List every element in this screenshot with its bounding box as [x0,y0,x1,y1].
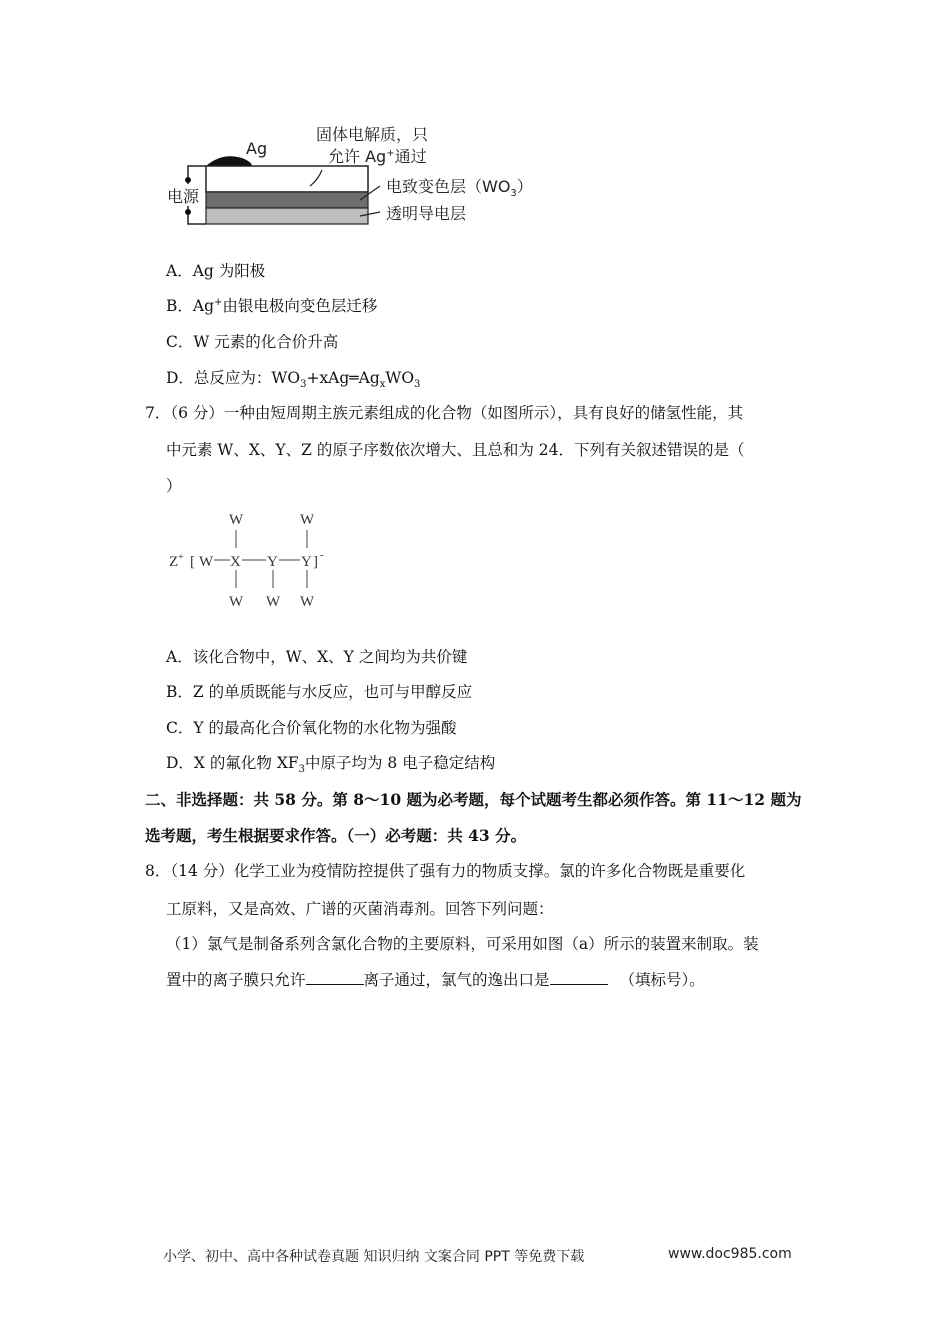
footer-promo-text: 小学、初中、高中各种试卷真题 知识归纳 文案合同 PPT 等免费下载 [163,1249,585,1265]
w-bottom-2: W [266,594,281,610]
q8-sub1-line2: 置中的离子膜只允许 离子通过，氯气的逸出口是 （填标号）。 [166,971,705,989]
terminal-top-dot [185,177,191,183]
q7-stem-line2: 中元素 W、X、Y、Z 的原子序数依次增大、且总和为 24．下列有关叙述错误的是（ [166,441,745,459]
answer-blank-1[interactable] [306,970,364,985]
q7-option-b: B．Z 的单质既能与水反应，也可与甲醇反应 [166,683,473,701]
atom-y2: Y [301,554,312,570]
q6-option-c: C．W 元素的化合价升高 [166,333,339,351]
conductive-layer [206,208,368,224]
right-bracket: ] [313,554,318,570]
electrochromic-cell-diagram [160,120,560,235]
q8-stem-line1: 8．（14 分）化学工业为疫情防控提供了强有力的物质支撑。氯的许多化合物既是重要化 [145,862,746,880]
power-source-label: 电源 [167,187,200,206]
atom-y1: Y [267,554,278,570]
q7-stem-line3: ） [166,477,182,495]
q6-option-b: B．Ag+由银电极向变色层迁移 [166,296,378,315]
answer-blank-2[interactable] [550,970,608,985]
section2-heading-line1: 二、非选择题：共 58 分。第 8～10 题为必考题，每个试题考生都必须作答。第 11～12 题为 [145,790,802,809]
q6-option-d: D．总反应为：$WO_3+xAg═Ag_xWO_3$ [166,369,421,391]
conductive-layer-label: 透明导电层 [386,204,467,223]
footer-website-link[interactable]: www.doc985.com [668,1246,792,1262]
q7-option-a: A．该化合物中，W、X、Y 之间均为共价键 [166,648,468,666]
anion-charge: - [320,549,324,561]
q6-option-a: A．Ag 为阳极 [166,262,266,280]
q8-sub1-line1: （1）氯气是制备系列含氯化合物的主要原料，可采用如图（a）所示的装置来制取。装 [166,935,759,953]
z-cation: Z+ [169,552,184,570]
wo3-layer-label: 电致变色层$(WO_3)$ [386,177,533,199]
w-left: W [199,554,214,570]
w-top-2: W [300,512,315,528]
q7-option-d: D．X 的氟化物 $XF_3$中原子均为 8 电子稳定结构 [166,754,496,776]
section2-heading-line2: 选考题，考生根据要求作答。（一）必考题：共 43 分。 [145,826,527,845]
left-bracket: [ [190,554,195,570]
q7-molecule-structure [166,508,346,612]
terminal-bottom-dot [185,209,191,215]
w-top-1: W [229,512,244,528]
q8-stem-line2: 工原料，又是高效、广谱的灭菌消毒剂。回答下列问题： [166,900,554,918]
ag-label: Ag [246,139,268,158]
w-bottom-1: W [229,594,244,610]
electrochromic-layer [206,192,368,208]
w-bottom-3: W [300,594,315,610]
atom-x: X [230,554,241,570]
q7-option-c: C．Y 的最高化合价氧化物的水化物为强酸 [166,719,457,737]
electrolyte-label-line2: 允许 Ag+通过 [328,147,427,166]
electrolyte-layer [206,166,368,192]
q7-stem-line1: 7．（6 分）一种由短周期主族元素组成的化合物（如图所示），具有良好的储氢性能，其 [145,404,744,422]
electrolyte-label-line1: 固体电解质，只 [316,125,429,144]
